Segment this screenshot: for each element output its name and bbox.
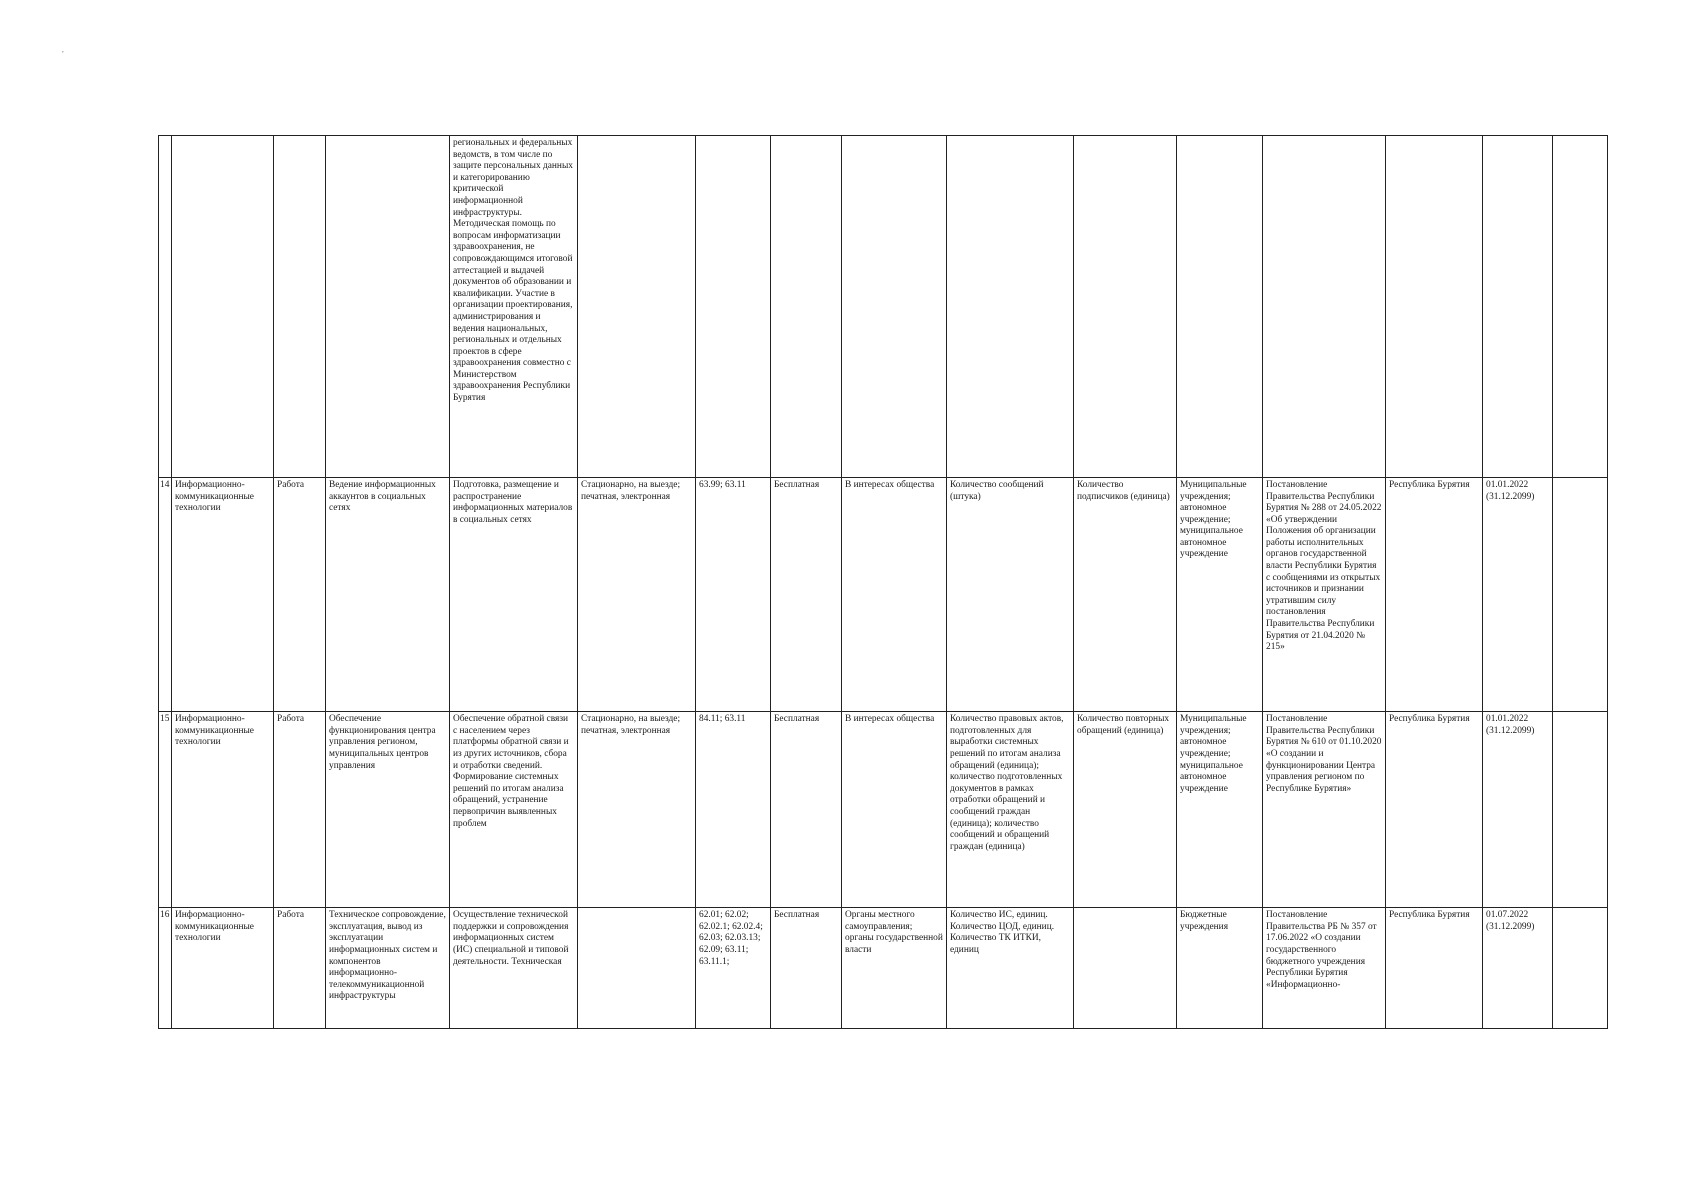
stray-mark: ,	[62, 46, 64, 54]
cell-name	[326, 136, 450, 478]
cell-quality	[1074, 908, 1177, 1029]
cell-payment: Бесплатная	[771, 908, 842, 1029]
cell-sphere: Информационно-коммуникационные технологии	[172, 477, 274, 711]
cell-dates	[1483, 136, 1553, 478]
cell-name: Ведение информационных аккаунтов в социальных сетях	[326, 477, 450, 711]
cell-name: Техническое сопровождение, эксплуатация, вывод из эксплуатации информационных систем и компонентов информационно-телекоммуникационной инфраструктуры	[326, 908, 450, 1029]
cell-dates: 01.07.2022 (31.12.2099)	[1483, 908, 1553, 1029]
cell-dates: 01.01.2022 (31.12.2099)	[1483, 712, 1553, 908]
cell-type: Работа	[274, 477, 326, 711]
cell-content: Подготовка, размещение и распространение информационных материалов в социальных сетях	[450, 477, 578, 711]
cell-num: 15	[159, 712, 172, 908]
cell-extra	[1553, 908, 1608, 1029]
cell-okved: 63.99; 63.11	[696, 477, 771, 711]
cell-institutions: Муниципальные учреждения; автономное учреждение; муниципальное автономное учреждение	[1177, 477, 1263, 711]
cell-sphere: Информационно-коммуникационные технологии	[172, 908, 274, 1029]
cell-consumers: В интересах общества	[842, 477, 947, 711]
cell-num: 14	[159, 477, 172, 711]
cell-quality: Количество подписчиков (единица)	[1074, 477, 1177, 711]
cell-region: Республика Бурятия	[1386, 712, 1483, 908]
cell-institutions: Бюджетные учреждения	[1177, 908, 1263, 1029]
cell-type: Работа	[274, 712, 326, 908]
cell-legal	[1263, 136, 1386, 478]
services-table	[158, 135, 1608, 1029]
cell-quality	[1074, 136, 1177, 478]
cell-okved: 84.11; 63.11	[696, 712, 771, 908]
cell-region	[1386, 136, 1483, 478]
cell-conditions: Стационарно, на выезде; печатная, электронная	[578, 477, 696, 711]
cell-institutions	[1177, 136, 1263, 478]
cell-volume: Количество ИС, единиц. Количество ЦОД, единиц. Количество ТК ИТКИ, единиц	[947, 908, 1074, 1029]
cell-okved: 62.01; 62.02; 62.02.1; 62.02.4; 62.03; 62.03.13; 62.09; 63.11; 63.11.1;	[696, 908, 771, 1029]
cell-extra	[1553, 712, 1608, 908]
cell-conditions	[578, 136, 696, 478]
cell-consumers: Органы местного самоуправления; органы государственной власти	[842, 908, 947, 1029]
cell-type: Работа	[274, 908, 326, 1029]
cell-payment: Бесплатная	[771, 712, 842, 908]
cell-extra	[1553, 477, 1608, 711]
cell-volume: Количество сообщений (штука)	[947, 477, 1074, 711]
cell-name: Обеспечение функционирования центра управления регионом, муниципальных центров управления	[326, 712, 450, 908]
table-row	[159, 136, 1608, 478]
cell-num	[159, 136, 172, 478]
cell-okved	[696, 136, 771, 478]
cell-quality: Количество повторных обращений (единица)	[1074, 712, 1177, 908]
table-row	[159, 712, 1608, 908]
cell-legal: Постановление Правительства Республики Бурятия № 288 от 24.05.2022 «Об утверждении Положения об организации работы исполнительных органов государственной власти Республики Бурятия с сообщениями из открытых источников и признании утратившим силу постановления Правительства Республики Бурятия от 21.04.2020 № 215»	[1263, 477, 1386, 711]
table-row	[159, 908, 1608, 1029]
cell-sphere	[172, 136, 274, 478]
cell-consumers	[842, 136, 947, 478]
cell-num: 16	[159, 908, 172, 1029]
cell-content: Осуществление технической поддержки и сопровождения информационных систем (ИС) специальной и типовой деятельности. Техническая	[450, 908, 578, 1029]
cell-region: Республика Бурятия	[1386, 908, 1483, 1029]
cell-type	[274, 136, 326, 478]
cell-dates: 01.01.2022 (31.12.2099)	[1483, 477, 1553, 711]
cell-payment	[771, 136, 842, 478]
cell-sphere: Информационно-коммуникационные технологии	[172, 712, 274, 908]
cell-consumers: В интересах общества	[842, 712, 947, 908]
cell-legal: Постановление Правительства РБ № 357 от 17.06.2022 «О создании государственного бюджетного учреждения Республики Бурятия «Информационно-	[1263, 908, 1386, 1029]
cell-conditions	[578, 908, 696, 1029]
cell-volume	[947, 136, 1074, 478]
cell-payment: Бесплатная	[771, 477, 842, 711]
cell-conditions: Стационарно, на выезде; печатная, электронная	[578, 712, 696, 908]
cell-content: региональных и федеральных ведомств, в том числе по защите персональных данных и категорированию критической информационной инфраструктуры. Методическая помощь по вопросам информатизации здравоохранения, не сопровождающимся итоговой аттестацией и выдачей документов об образовании и квалификации. Участие в организации проектирования, администрирования и ведения национальных, региональных и отдельных проектов в сфере здравоохранения совместно с Министерством здравоохранения Республики Бурятия	[450, 136, 578, 478]
cell-institutions: Муниципальные учреждения; автономное учреждение; муниципальное автономное учреждение	[1177, 712, 1263, 908]
cell-region: Республика Бурятия	[1386, 477, 1483, 711]
cell-extra	[1553, 136, 1608, 478]
cell-content: Обеспечение обратной связи с населением через платформы обратной связи и из других источников, сбора и отработки сведений. Формирование системных решений по итогам анализа обращений, устранение первопричин выявленных проблем	[450, 712, 578, 908]
cell-volume: Количество правовых актов, подготовленных для выработки системных решений по итогам анализа обращений (единица); количество подготовленных документов в рамках отработки обращений и сообщений граждан (единица); количество сообщений и обращений граждан (единица)	[947, 712, 1074, 908]
table-row	[159, 477, 1608, 711]
cell-legal: Постановление Правительства Республики Бурятия № 610 от 01.10.2020 «О создании и функционировании Центра управления регионом по Республике Бурятия»	[1263, 712, 1386, 908]
